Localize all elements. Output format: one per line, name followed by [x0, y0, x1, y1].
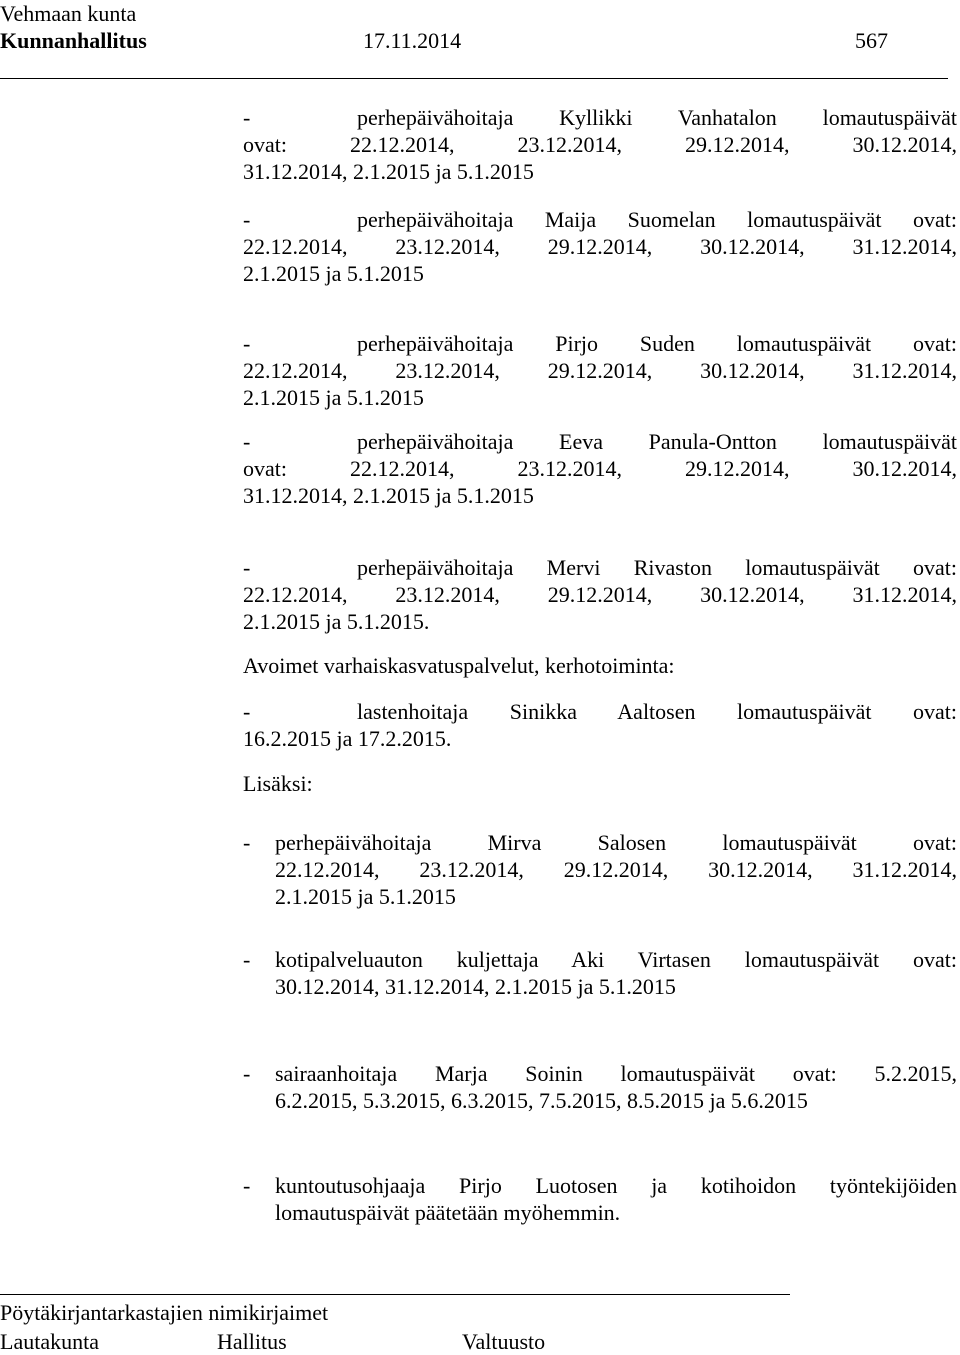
- list-item: [243, 554, 957, 635]
- list-item-line: 22.12.2014, 23.12.2014, 29.12.2014, 30.12.2014, 31.12.2014,: [275, 857, 957, 882]
- column-government: Hallitus: [217, 1329, 287, 1354]
- list-item-line: 22.12.2014, 23.12.2014, 29.12.2014, 30.12.2014, 31.12.2014,: [243, 234, 957, 259]
- list-item: [243, 698, 957, 752]
- page-number: 567: [855, 28, 888, 53]
- section-heading-open-services: Avoimet varhaiskasvatuspalvelut, kerhotoiminta:: [243, 653, 675, 678]
- list-item-line: kotipalveluauton kuljettaja Aki Virtasen lomautuspäivät ovat:: [275, 947, 957, 972]
- list-item-line: lomautuspäivät päätetään myöhemmin.: [275, 1200, 621, 1225]
- list-item-line: 2.1.2015 ja 5.1.2015: [243, 385, 424, 410]
- list-dash: -: [243, 207, 251, 232]
- header-row: [0, 27, 960, 57]
- list-dash: -: [243, 331, 251, 356]
- list-item: [243, 1172, 957, 1226]
- section-heading-additional: Lisäksi:: [243, 771, 313, 796]
- board-title: Kunnanhallitus: [0, 28, 147, 53]
- list-item-line: 31.12.2014, 2.1.2015 ja 5.1.2015: [243, 483, 534, 508]
- list-item-line: 2.1.2015 ja 5.1.2015: [275, 884, 456, 909]
- list-dash: -: [243, 947, 251, 972]
- list-item: [243, 330, 957, 411]
- column-board: Lautakunta: [0, 1329, 99, 1354]
- list-dash: -: [243, 429, 251, 454]
- list-item: [243, 1060, 957, 1114]
- list-item-line: perhepäivähoitaja Mirva Salosen lomautuspäivät ovat:: [275, 830, 957, 855]
- list-item-line: sairaanhoitaja Marja Soinin lomautuspäivät ovat: 5.2.2015,: [275, 1061, 957, 1086]
- list-dash: -: [243, 1173, 251, 1198]
- list-item: [243, 104, 957, 185]
- list-item: [243, 946, 957, 1000]
- list-item-line: kuntoutusohjaaja Pirjo Luotosen ja kotihoidon työntekijöiden: [275, 1173, 957, 1198]
- list-dash: -: [243, 1061, 251, 1086]
- list-item-line: 2.1.2015 ja 5.1.2015.: [243, 609, 430, 634]
- list-item-line: ovat: 22.12.2014, 23.12.2014, 29.12.2014, 30.12.2014,: [243, 456, 957, 481]
- meeting-date: 17.11.2014: [363, 28, 462, 53]
- list-item-line: perhepäivähoitaja Kyllikki Vanhatalon lomautuspäivät: [357, 105, 957, 130]
- list-dash: -: [243, 830, 251, 855]
- list-item-line: 16.2.2015 ja 17.2.2015.: [243, 726, 452, 751]
- list-item-line: ovat: 22.12.2014, 23.12.2014, 29.12.2014, 30.12.2014,: [243, 132, 957, 157]
- list-item-line: 30.12.2014, 31.12.2014, 2.1.2015 ja 5.1.2015: [275, 974, 676, 999]
- list-dash: -: [243, 105, 251, 130]
- list-item-line: 22.12.2014, 23.12.2014, 29.12.2014, 30.12.2014, 31.12.2014,: [243, 582, 957, 607]
- list-item-line: perhepäivähoitaja Maija Suomelan lomautuspäivät ovat:: [357, 207, 957, 232]
- list-item-line: 2.1.2015 ja 5.1.2015: [243, 261, 424, 286]
- list-item-line: perhepäivähoitaja Eeva Panula-Ontton lomautuspäivät: [357, 429, 957, 454]
- list-item: [243, 428, 957, 509]
- list-item: [243, 829, 957, 910]
- list-dash: -: [243, 699, 251, 724]
- list-item-line: lastenhoitaja Sinikka Aaltosen lomautuspäivät ovat:: [357, 699, 957, 724]
- list-item-line: perhepäivähoitaja Pirjo Suden lomautuspäivät ovat:: [357, 331, 957, 356]
- initials-label: Pöytäkirjantarkastajien nimikirjaimet: [0, 1300, 329, 1325]
- footer-divider: [0, 1294, 790, 1295]
- header-divider: [0, 78, 948, 79]
- list-item-line: 31.12.2014, 2.1.2015 ja 5.1.2015: [243, 159, 534, 184]
- list-dash: -: [243, 555, 251, 580]
- initials-columns: [0, 1328, 600, 1355]
- list-item-line: perhepäivähoitaja Mervi Rivaston lomautuspäivät ovat:: [357, 555, 957, 580]
- organization-name: Vehmaan kunta: [0, 1, 137, 26]
- column-council: Valtuusto: [462, 1329, 546, 1354]
- list-item-line: 6.2.2015, 5.3.2015, 6.3.2015, 7.5.2015, 8.5.2015 ja 5.6.2015: [275, 1088, 808, 1113]
- list-item-line: 22.12.2014, 23.12.2014, 29.12.2014, 30.12.2014, 31.12.2014,: [243, 358, 957, 383]
- list-item: [243, 206, 957, 287]
